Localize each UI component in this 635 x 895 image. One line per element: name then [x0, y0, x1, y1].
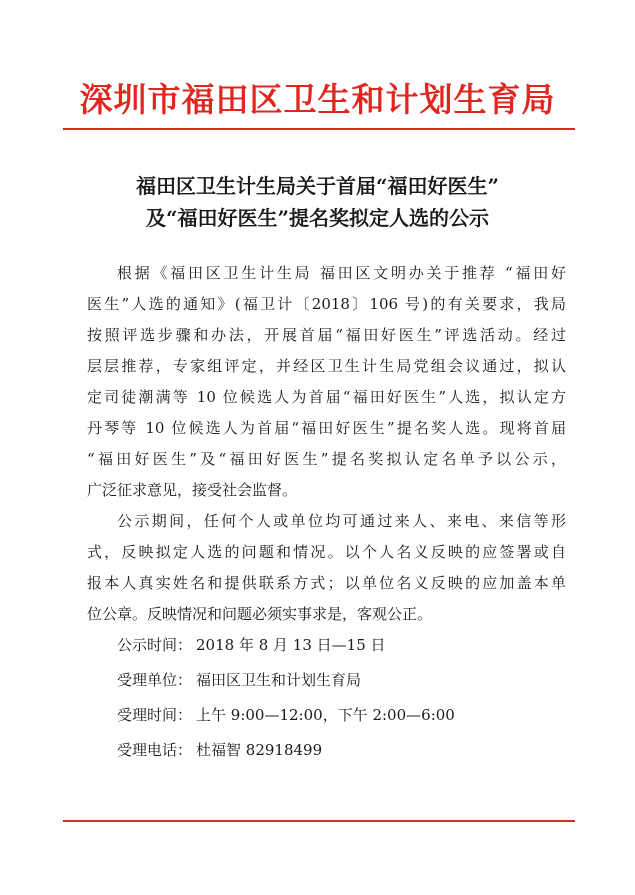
paragraph-1-line: 医生”人选的通知》(福卫计〔2018〕106 号)的有关要求，我局 — [87, 295, 566, 313]
paragraph-2-line: 位公章。反映情况和问题必须实事求是，客观公正。 — [87, 605, 433, 623]
issuer-masthead: 深圳市福田区卫生和计划生育局 — [79, 80, 556, 119]
info-label: 公示时间： — [117, 636, 193, 654]
document-title-line-2: 及“福田好医生”提名奖拟定人选的公示 — [145, 206, 489, 230]
info-row-receiving-hours — [117, 700, 455, 731]
info-label: 受理电话： — [117, 741, 193, 759]
bottom-red-rule — [63, 820, 575, 822]
paragraph-2-line: 公示期间，任何个人或单位均可通过来人、来电、来信等形 — [117, 512, 566, 530]
info-value: 福田区卫生和计划生育局 — [196, 671, 362, 689]
document-body — [87, 258, 566, 630]
info-value: 上午 9:00—12:00，下午 2:00—6:00 — [196, 706, 455, 724]
info-row-receiving-unit — [117, 665, 361, 696]
info-value: 2018 年 8 月 13 日—15 日 — [196, 636, 386, 654]
info-label: 受理时间： — [117, 706, 193, 724]
paragraph-1-line: 定司徒潮满等 10 位候选人为首届“福田好医生”人选，拟认定方 — [87, 388, 566, 406]
paragraph-2-line: 报本人真实姓名和提供联系方式；以单位名义反映的应加盖本单 — [87, 574, 566, 592]
paragraph-1-line: “福田好医生”及“福田好医生”提名奖拟认定名单予以公示， — [87, 450, 566, 468]
paragraph-1-line: 根据《福田区卫生计生局 福田区文明办关于推荐 “福田好 — [117, 264, 566, 282]
top-red-rule — [63, 128, 575, 130]
info-label: 受理单位： — [117, 671, 193, 689]
info-row-publicity-period — [117, 630, 386, 661]
paragraph-1-line: 广泛征求意见，接受社会监督。 — [87, 481, 298, 499]
info-row-phone — [117, 735, 322, 766]
paragraph-1-line: 丹琴等 10 位候选人为首届“福田好医生”提名奖人选。现将首届 — [87, 419, 566, 437]
info-value: 杜福智 82918499 — [196, 741, 323, 759]
document-title-line-1: 福田区卫生计生局关于首届“福田好医生” — [135, 174, 499, 198]
paragraph-1-line: 层层推荐，专家组评定，并经区卫生计生局党组会议通过，拟认 — [87, 357, 566, 375]
paragraph-1-line: 按照评选步骤和办法，开展首届“福田好医生”评选活动。经过 — [87, 326, 566, 344]
paragraph-2-line: 式，反映拟定人选的问题和情况。以个人名义反映的应签署或自 — [87, 543, 566, 561]
